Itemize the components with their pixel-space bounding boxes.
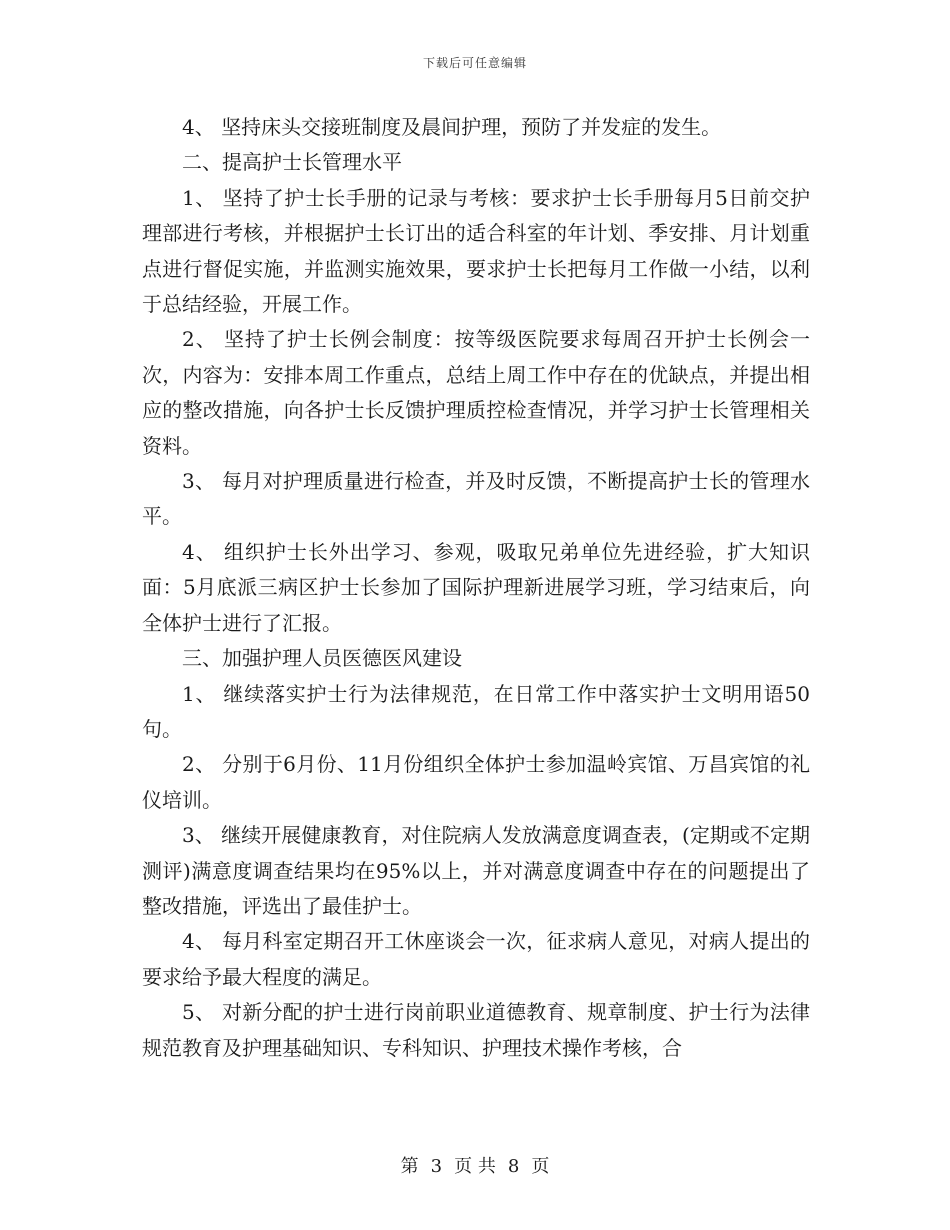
paragraph: 4、 组织护士长外出学习、参观，吸取兄弟单位先进经验，扩大知识面：5月底派三病区护士长参加了国际护理新进展学习班，学习结束后，向全体护士进行了汇报。 (142, 539, 810, 635)
paragraph: 3、 每月对护理质量进行检查，并及时反馈，不断提高护士长的管理水平。 (142, 469, 810, 529)
paragraph: 5、 对新分配的护士进行岗前职业道德教育、规章制度、护士行为法律规范教育及护理基础知识、专科知识、护理技术操作考核，合 (142, 1000, 810, 1060)
page-total: 8 (507, 1156, 520, 1177)
footer-prefix: 第 (400, 1156, 419, 1177)
section-heading: 二、提高护士长管理水平 (182, 150, 402, 175)
footer-middle: 页 共 (454, 1156, 496, 1177)
section-heading: 三、加强护理人员医德医风建设 (182, 646, 462, 671)
paragraph: 2、 分别于6月份、11月份组织全体护士参加温岭宾馆、万昌宾馆的礼仪培训。 (142, 752, 810, 812)
page-footer (0, 1152, 950, 1178)
page-number: 3 (430, 1156, 443, 1177)
paragraph: 4、 坚持床头交接班制度及晨间护理，预防了并发症的发生。 (182, 115, 722, 139)
page-header: 下载后可任意编辑 (422, 56, 527, 70)
paragraph: 3、 继续开展健康教育，对住院病人发放满意度调查表，(定期或不定期测评)满意度调查结果均在95%以上，并对满意度调查中存在的问题提出了整改措施，评选出了最佳护士。 (142, 823, 810, 918)
paragraph: 2、 坚持了护士长例会制度：按等级医院要求每周召开护士长例会一次，内容为：安排本周工作重点，总结上周工作中存在的优缺点，并提出相应的整改措施，向各护士长反馈护理质控检查情况，并学习护士长管理相关资料。 (142, 327, 810, 458)
paragraph: 1、 坚持了护士长手册的记录与考核：要求护士长手册每月5日前交护理部进行考核，并根据护士长订出的适合科室的年计划、季安排、月计划重点进行督促实施，并监测实施效果，要求护士长把每月工作做一小结，以利于总结经验，开展工作。 (142, 185, 810, 317)
paragraph: 4、 每月科室定期召开工休座谈会一次，征求病人意见，对病人提出的要求给予最大程度的满足。 (142, 929, 810, 989)
paragraph: 1、 继续落实护士行为法律规范，在日常工作中落实护士文明用语50句。 (142, 681, 810, 741)
footer-suffix: 页 (531, 1156, 550, 1177)
document-body (142, 110, 810, 1066)
